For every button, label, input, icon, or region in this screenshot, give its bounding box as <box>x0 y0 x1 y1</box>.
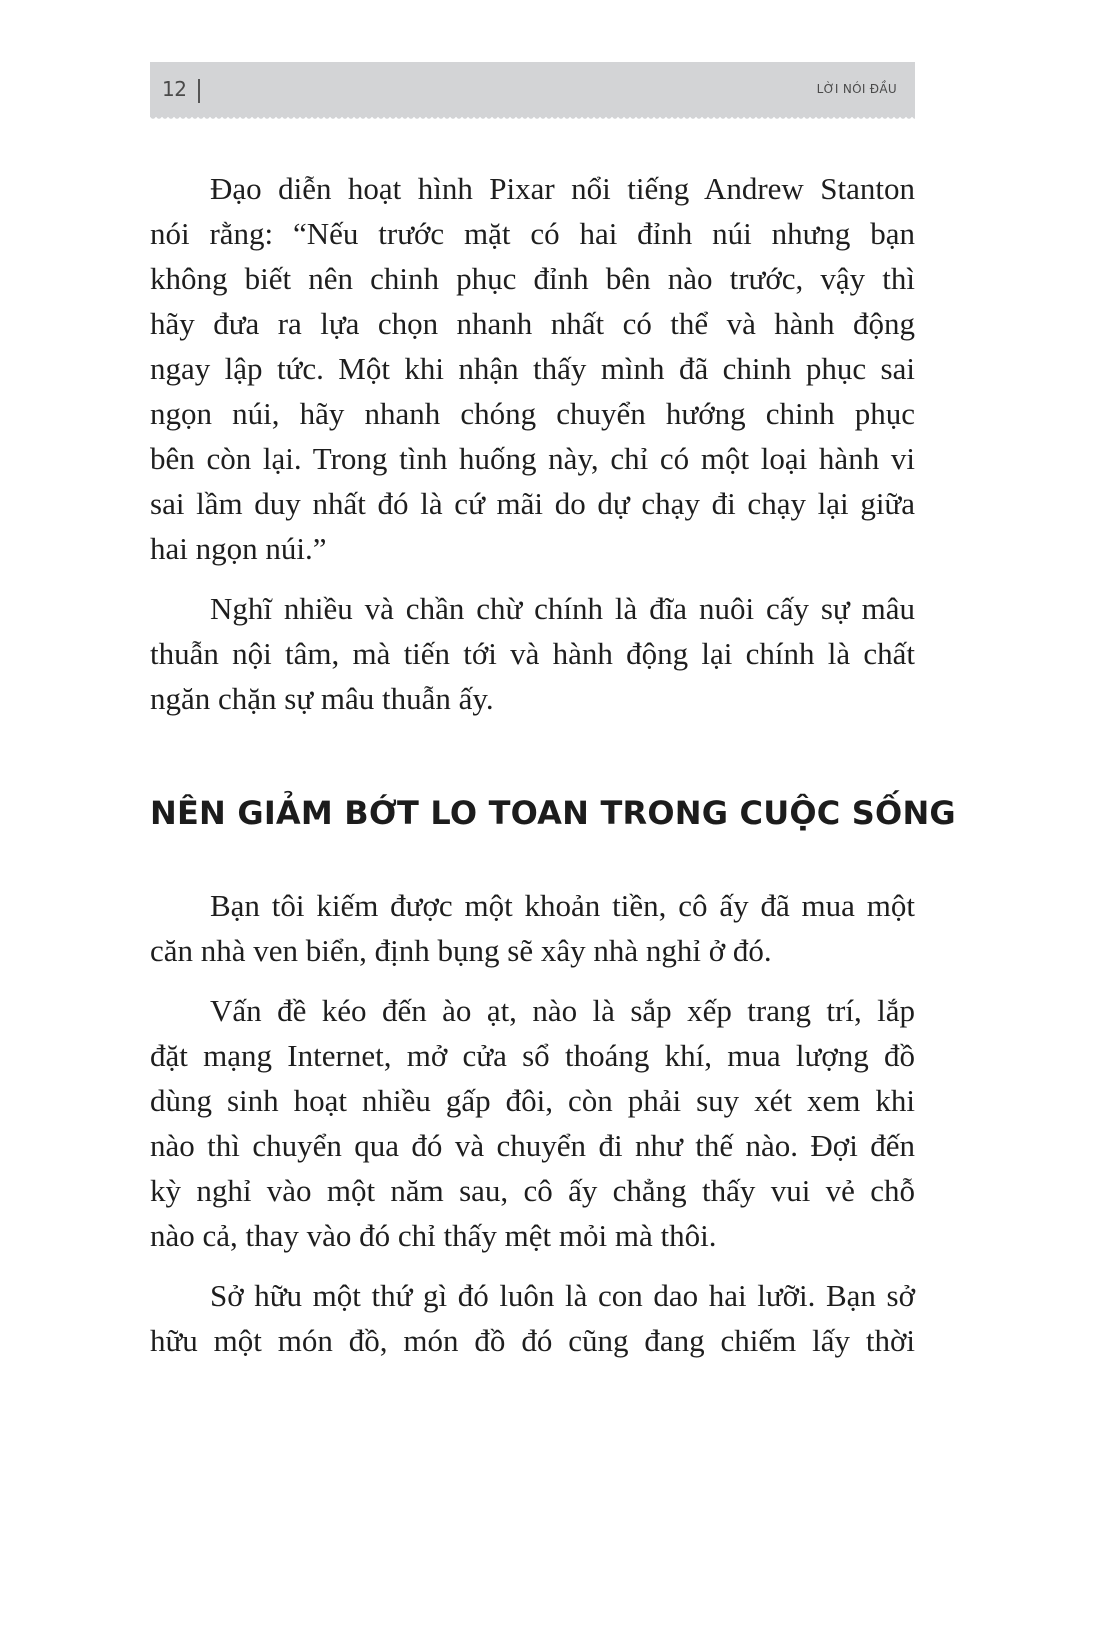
paragraph-line: không biết nên chinh phục đỉnh bên nào trước, vậy thì <box>150 261 915 296</box>
running-title: LỜI NÓI ĐẦU <box>816 82 897 96</box>
paragraph-line: dùng sinh hoạt nhiều gấp đôi, còn phải suy xét xem khi <box>150 1083 915 1118</box>
paragraph-line: thuẫn nội tâm, mà tiến tới và hành động lại chính là chất <box>150 636 915 671</box>
paragraph-line: Đạo diễn hoạt hình Pixar nổi tiếng Andrew Stanton <box>210 171 915 206</box>
page-header <box>150 62 915 117</box>
page-number: 12 <box>162 77 187 101</box>
paragraph-quote-stanton <box>150 166 915 571</box>
paragraph-line: căn nhà ven biển, định bụng sẽ xây nhà nghỉ ở đó. <box>150 933 772 968</box>
paragraph-line: nào thì chuyển qua đó và chuyển đi như thế nào. Đợi đến <box>150 1128 915 1163</box>
paragraph-line: ngọn núi, hãy nhanh chóng chuyển hướng chinh phục <box>150 396 915 431</box>
paragraph-line: nào cả, thay vào đó chỉ thấy mệt mỏi mà thôi. <box>150 1218 717 1253</box>
header-divider <box>198 79 200 103</box>
paragraph-line: ngăn chặn sự mâu thuẫn ấy. <box>150 681 494 716</box>
paragraph-problems <box>150 988 915 1258</box>
paragraph-ownership <box>150 1273 915 1363</box>
paragraph-line: Bạn tôi kiếm được một khoản tiền, cô ấy đã mua một <box>210 888 915 923</box>
paragraph-line: nói rằng: “Nếu trước mặt có hai đỉnh núi nhưng bạn <box>150 216 915 251</box>
paragraph-line: hai ngọn núi.” <box>150 531 327 566</box>
paragraph-line: bên còn lại. Trong tình huống này, chỉ có một loại hành vi <box>150 441 915 476</box>
paragraph-overthinking <box>150 586 915 721</box>
paragraph-friend-house <box>150 883 915 973</box>
paragraph-line: Sở hữu một thứ gì đó luôn là con dao hai lưỡi. Bạn sở <box>210 1278 915 1313</box>
paragraph-line: Nghĩ nhiều và chần chừ chính là đĩa nuôi cấy sự mâu <box>210 591 915 626</box>
paragraph-line: đặt mạng Internet, mở cửa sổ thoáng khí, mua lượng đồ <box>150 1038 915 1073</box>
paragraph-line: hãy đưa ra lựa chọn nhanh nhất có thể và hành động <box>150 306 915 341</box>
paragraph-line: hữu một món đồ, món đồ đó cũng đang chiếm lấy thời <box>150 1323 915 1358</box>
paragraph-line: Vấn đề kéo đến ào ạt, nào là sắp xếp trang trí, lắp <box>210 993 915 1028</box>
section-heading: NÊN GIẢM BỚT LO TOAN TRONG CUỘC SỐNG <box>150 794 956 832</box>
paragraph-line: ngay lập tức. Một khi nhận thấy mình đã chinh phục sai <box>150 351 915 386</box>
paragraph-line: sai lầm duy nhất đó là cứ mãi do dự chạy đi chạy lại giữa <box>150 486 915 521</box>
paragraph-line: kỳ nghỉ vào một năm sau, cô ấy chẳng thấy vui vẻ chỗ <box>150 1173 915 1208</box>
